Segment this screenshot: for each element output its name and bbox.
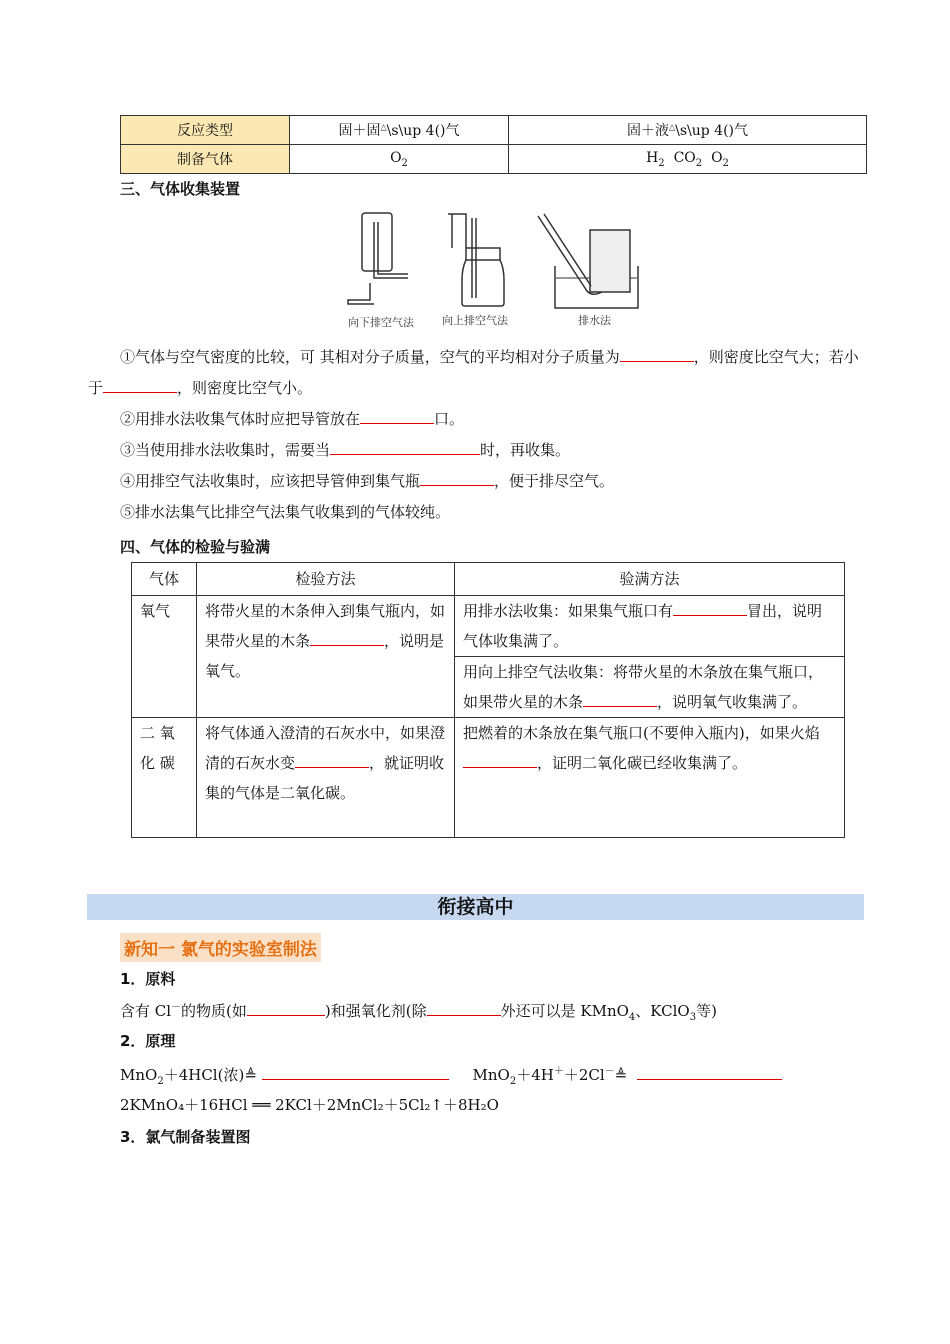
- equation-line: 2KMnO₄＋16HCl ══ 2KCl＋2MnCl₂＋5Cl₂↑＋8H₂O: [120, 1096, 499, 1114]
- formula: CO: [673, 149, 696, 166]
- section-banner: 衔接高中: [87, 894, 864, 920]
- table-row: [132, 718, 845, 838]
- note-text: ，则密度比空气小。: [177, 379, 313, 397]
- note-4: [88, 466, 868, 497]
- answer-blank[interactable]: [360, 408, 434, 424]
- formula: H: [646, 149, 659, 166]
- table-cell: 固＋液△\s\up 4()气: [509, 116, 867, 145]
- cell-text: 把燃着的木条放在集气瓶口(不要伸入瓶内)，如果火焰: [463, 724, 820, 742]
- line-text: 的物质(如: [181, 1002, 247, 1020]
- full-method: [455, 718, 845, 838]
- heat-symbol: ≜: [244, 1066, 257, 1084]
- equation-text: MnO: [120, 1066, 158, 1084]
- section-title: 四、气体的检验与验满: [120, 538, 271, 556]
- subscript: 3: [689, 1012, 697, 1023]
- cell-text: ，说明氧气收集满了。: [657, 693, 808, 711]
- subscript: 2: [658, 157, 665, 169]
- subscript: 2: [722, 157, 729, 169]
- note-text: 时，再收集。: [480, 441, 571, 459]
- note-text: ，便于排尽空气。: [494, 472, 615, 490]
- answer-blank[interactable]: [247, 1000, 325, 1016]
- subscript: 2: [695, 157, 703, 169]
- table-row: [132, 596, 845, 657]
- subscript: 2: [509, 1076, 517, 1087]
- table-cell: 固＋固△\s\up 4()气: [290, 116, 509, 145]
- note-text: ①气体与空气密度的比较，可 其相对分子质量，空气的平均相对分子质量为: [120, 348, 620, 366]
- line-text: 、KClO: [635, 1002, 690, 1020]
- answer-blank[interactable]: [310, 630, 384, 646]
- answer-blank[interactable]: [427, 1000, 501, 1016]
- figure-label: 向下排空气法: [348, 316, 414, 329]
- cell-text: 用向上排空气法收集：将带火星的木条放在集气瓶口，如果带火星的木条: [463, 663, 824, 711]
- answer-blank[interactable]: [262, 1064, 449, 1080]
- table-cell: [290, 145, 509, 174]
- cell-text: ，说明是氧气。: [205, 632, 445, 680]
- item-title: 2．原理: [120, 1032, 176, 1050]
- reaction-type-table: [120, 115, 867, 174]
- table-header: 检验方法: [197, 563, 455, 596]
- answer-blank[interactable]: [420, 470, 494, 486]
- line-text: 外还可以是 KMnO: [500, 1002, 629, 1020]
- raw-materials-line: [120, 998, 717, 1023]
- note-text: 口。: [434, 410, 465, 428]
- cell-text: 用排水法收集：如果集气瓶口有: [463, 602, 674, 620]
- item-title: 3．氯气制备装置图: [120, 1128, 251, 1146]
- subscript: 2: [401, 157, 408, 169]
- cell-text: ，就证明收集的气体是二氧化碳。: [205, 754, 445, 802]
- line-text: )和强氧化剂(除: [324, 1002, 427, 1020]
- full-method: [455, 657, 845, 718]
- table-row: [121, 116, 867, 145]
- line-text: 含有 Cl: [120, 1002, 172, 1020]
- heat-symbol: ≜: [614, 1066, 628, 1084]
- superscript: －: [171, 1002, 182, 1013]
- note-text: ②用排水法收集气体时应把导管放在: [120, 410, 361, 428]
- test-method: [197, 596, 455, 718]
- note-3: [88, 435, 868, 466]
- answer-blank[interactable]: [103, 377, 177, 393]
- formula: O: [711, 149, 723, 166]
- cell-text: 将气体通入澄清的石灰水中，如果澄清的石灰水变: [205, 724, 446, 772]
- test-method: [197, 718, 455, 838]
- line-text: 等): [696, 1002, 717, 1020]
- figure-label: 向上排空气法: [442, 314, 508, 327]
- collection-notes: [88, 342, 868, 528]
- note-5: ⑤排水法集气比排空气法集气收集到的气体较纯。: [120, 503, 451, 521]
- subscript: 4: [628, 1012, 636, 1023]
- subscript: 2: [157, 1076, 164, 1087]
- table-header: 验满方法: [455, 563, 845, 596]
- cell-text: 将带火星的木条伸入到集气瓶内，如果带火星的木条: [205, 602, 446, 650]
- figure-label: 排水法: [578, 314, 611, 327]
- superscript: ＋: [553, 1066, 564, 1077]
- note-1: [88, 342, 868, 404]
- answer-blank[interactable]: [620, 346, 694, 362]
- gas-collection-figure: [340, 208, 640, 336]
- answer-blank[interactable]: [673, 600, 747, 616]
- answer-blank[interactable]: [637, 1064, 782, 1080]
- cell-text: 冒出，说明气体收集满了。: [463, 602, 823, 650]
- water-displacement-apparatus: [538, 214, 638, 308]
- equation-line: [120, 1062, 782, 1087]
- note-2: [88, 404, 868, 435]
- equation-text: ＋4HCl(浓): [163, 1066, 245, 1084]
- table-header: 气体: [132, 563, 197, 596]
- answer-blank[interactable]: [463, 752, 537, 768]
- table-cell: 反应类型: [121, 116, 290, 145]
- gas-name: 二 氧 化 碳: [132, 718, 197, 838]
- cell-text: 固＋固: [338, 123, 381, 139]
- table-cell: [509, 145, 867, 174]
- equation-text: MnO: [472, 1066, 510, 1084]
- answer-blank[interactable]: [330, 439, 480, 455]
- table-row: [121, 145, 867, 174]
- answer-blank[interactable]: [295, 752, 369, 768]
- table-row: [132, 563, 845, 596]
- equation-text: ＋4H: [516, 1066, 554, 1084]
- superscript: －: [604, 1066, 615, 1077]
- note-text: ④用排空气法收集时，应该把导管伸到集气瓶: [120, 472, 421, 490]
- note-text: ③当使用排水法收集时，需要当: [120, 441, 331, 459]
- section-title: 三、气体收集装置: [120, 180, 241, 198]
- new-knowledge-title: 新知一 氯气的实验室制法: [120, 933, 321, 962]
- full-method: [455, 596, 845, 657]
- cell-text: ，证明二氧化碳已经收集满了。: [537, 754, 748, 772]
- equation-text: ＋2Cl: [563, 1066, 605, 1084]
- note-text: ，则密度比空气大；若小于: [88, 348, 859, 397]
- cell-text: \s\up 4()气: [386, 123, 460, 139]
- answer-blank[interactable]: [583, 691, 657, 707]
- gas-name: 氧气: [132, 596, 197, 718]
- formula: O: [390, 149, 402, 166]
- item-title: 1．原料: [120, 970, 176, 988]
- downward-air-apparatus: [348, 213, 408, 304]
- cell-text: 固＋液: [626, 123, 669, 139]
- cell-text: \s\up 4()气: [675, 123, 749, 139]
- table-cell: 制备气体: [121, 145, 290, 174]
- upward-air-apparatus: [448, 214, 504, 306]
- gas-test-table: [131, 562, 845, 838]
